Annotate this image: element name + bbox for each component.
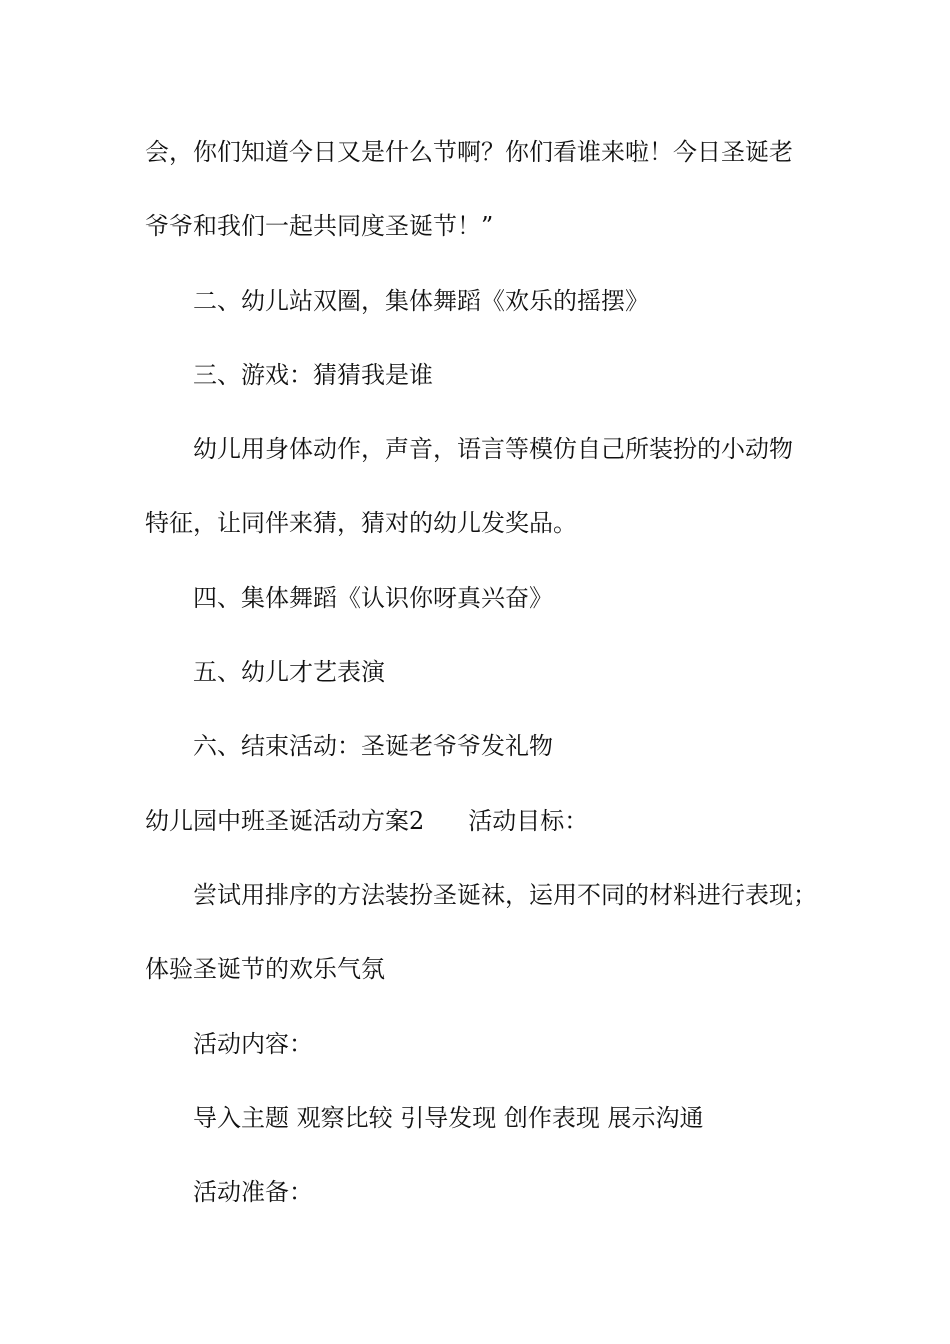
section-heading-5: 五、幼儿才艺表演 [193,658,385,686]
section-heading-2: 二、幼儿站双圈，集体舞蹈《欢乐的摇摆》 [193,287,649,315]
content-label: 活动内容： [193,1030,313,1058]
paragraph-line: 爷爷和我们一起共同度圣诞节！” [145,212,494,240]
paragraph-line: 幼儿用身体动作，声音，语言等模仿自己所装扮的小动物 [193,435,793,463]
section-heading-6: 六、结束活动：圣诞老爷爷发礼物 [193,732,553,760]
paragraph-line: 尝试用排序的方法装扮圣诞袜，运用不同的材料进行表现； [193,881,817,909]
paragraph-line: 体验圣诞节的欢乐气氛 [145,955,385,983]
plan-title: 幼儿园中班圣诞活动方案2 [145,807,425,835]
goal-label: 活动目标： [468,807,589,835]
section-heading-4: 四、集体舞蹈《认识你呀真兴奋》 [193,584,553,612]
paragraph-line: 特征，让同伴来猜，猜对的幼儿发奖品。 [145,509,577,537]
plan-title-row [145,806,588,836]
section-heading-3: 三、游戏：猜猜我是谁 [193,361,433,389]
paragraph-line: 会，你们知道今日又是什么节啊？你们看谁来啦！今日圣诞老 [145,138,793,166]
content-steps: 导入主题 观察比较 引导发现 创作表现 展示沟通 [193,1104,704,1132]
preparation-label: 活动准备： [193,1178,313,1206]
